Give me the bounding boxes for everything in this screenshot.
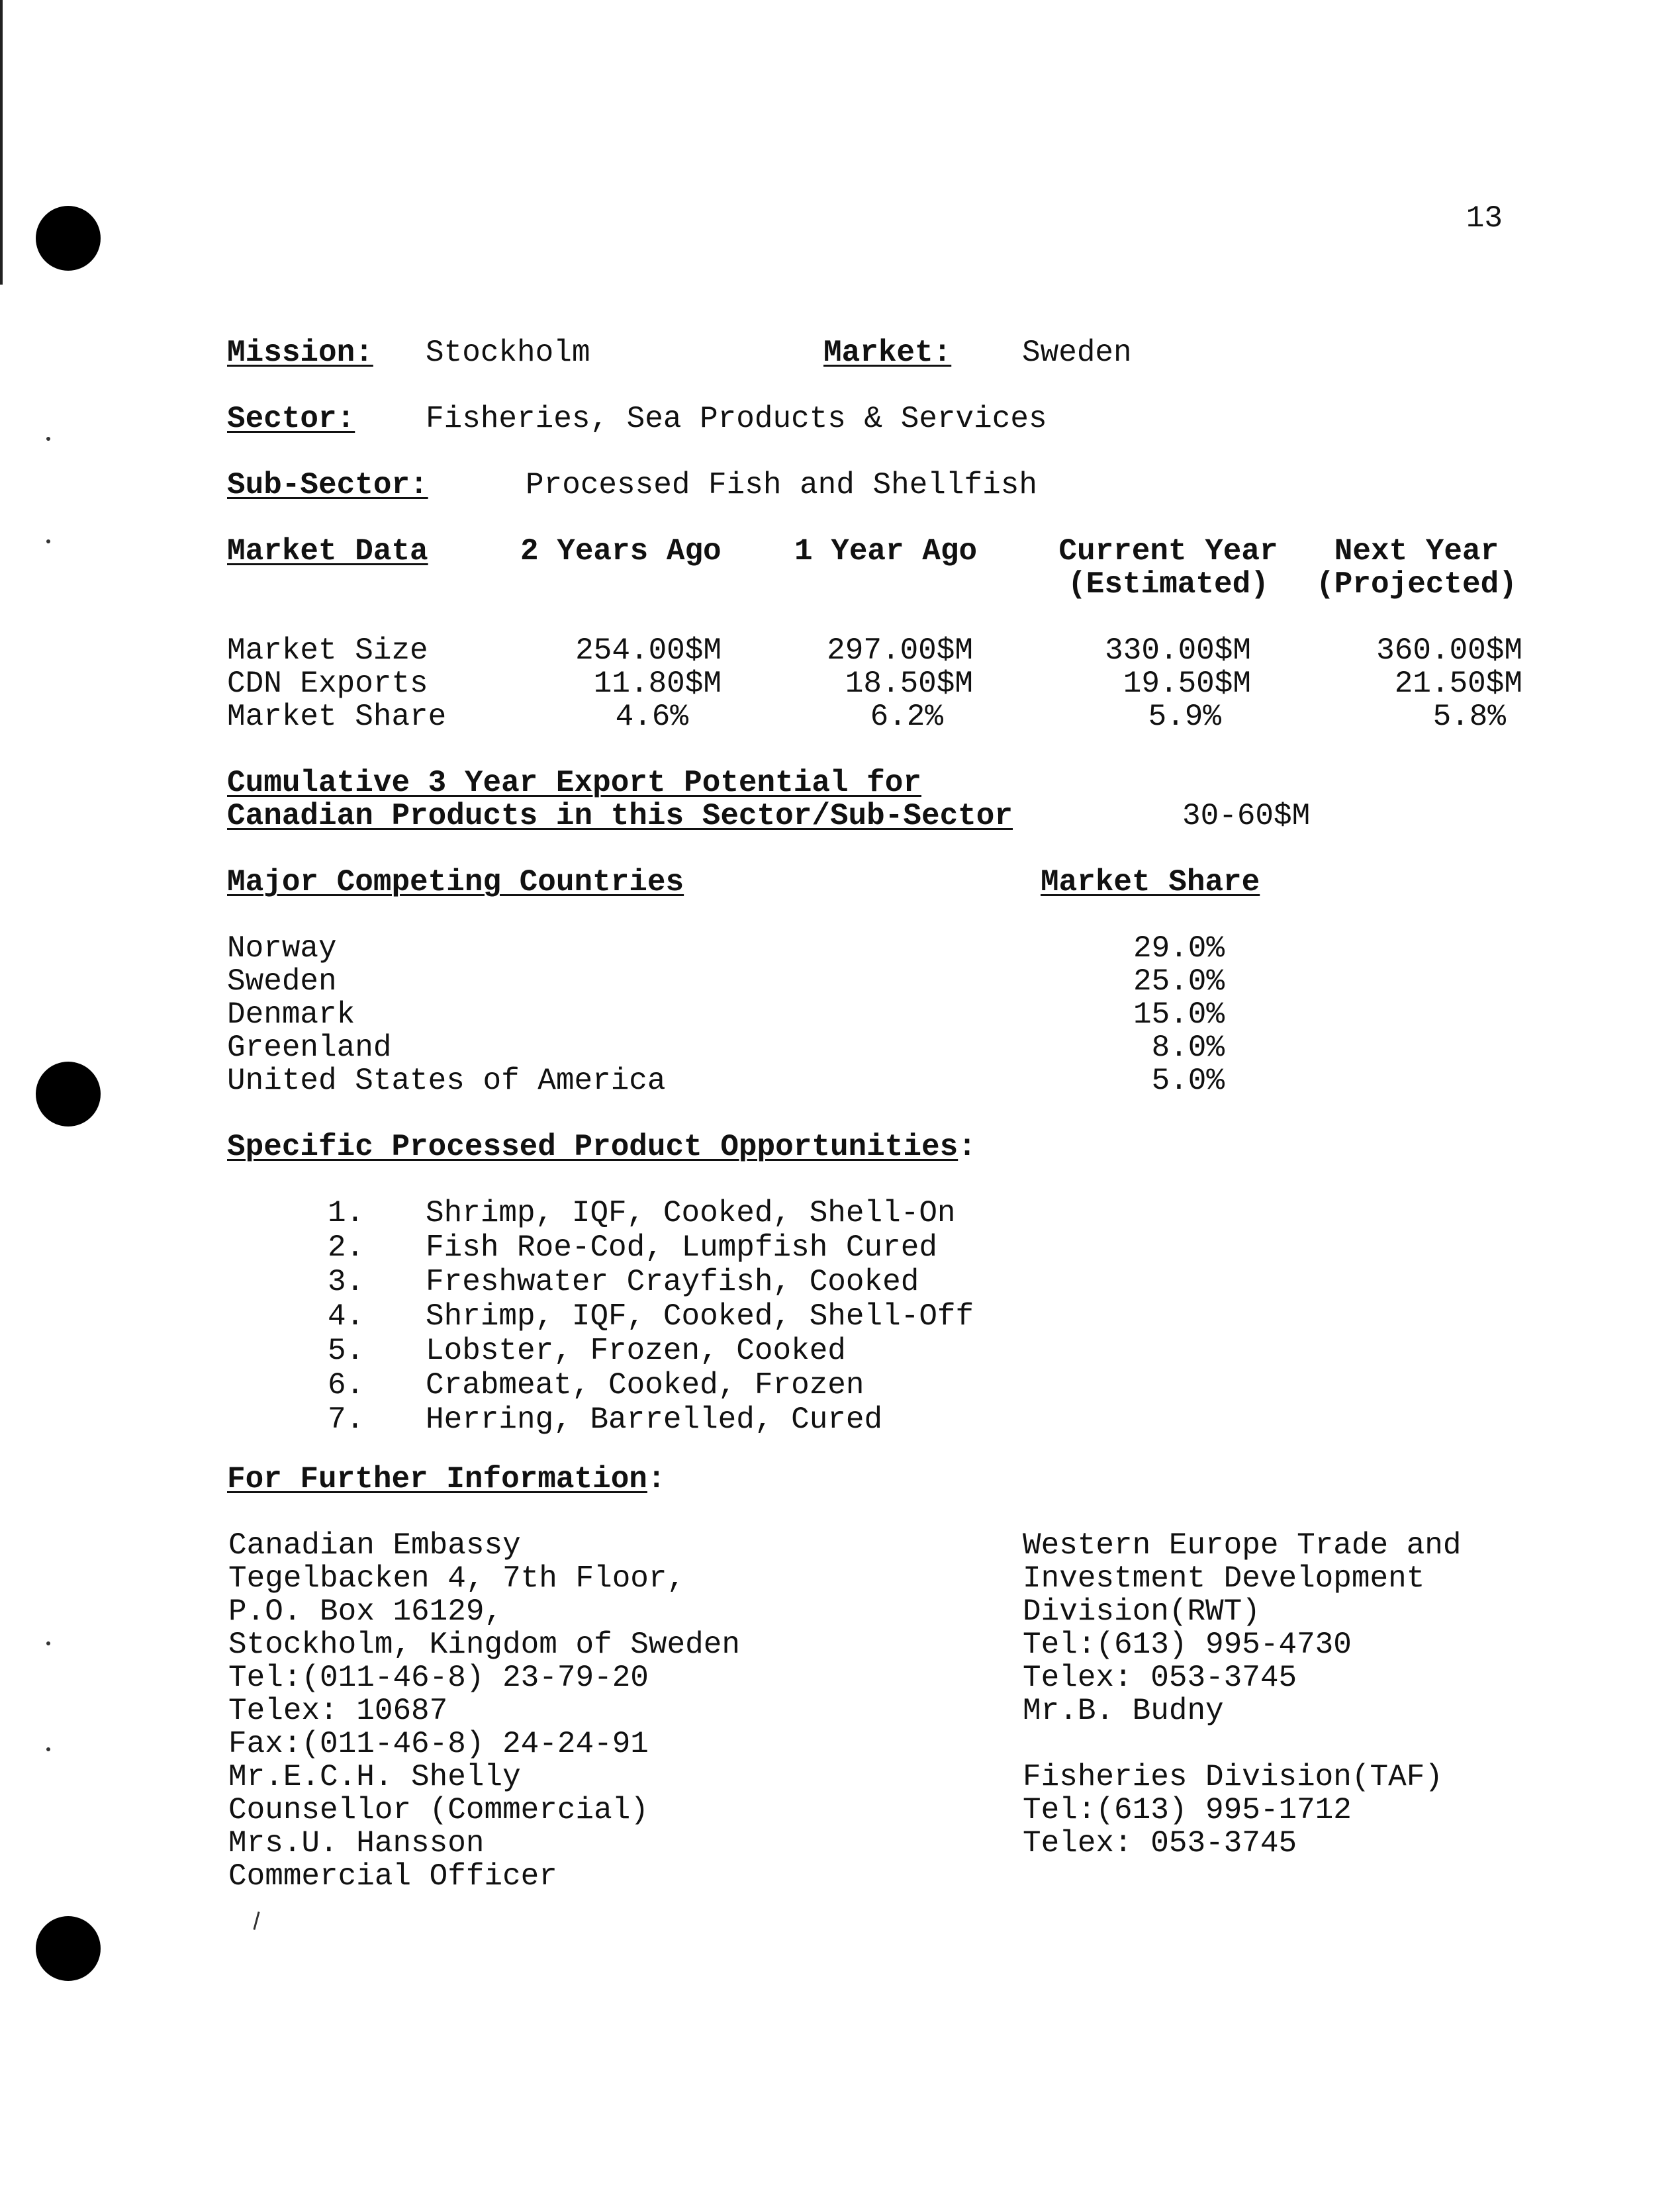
opportunity-number: 4. (328, 1299, 365, 1334)
sector-value: Fisheries, Sea Products & Services (426, 402, 1047, 436)
scan-speck (46, 1747, 50, 1751)
contact-line: Telex: 10687 (228, 1694, 448, 1728)
contact-line: P.O. Box 16129, (228, 1594, 503, 1629)
fisheries-contact-line: Telex: 053-3745 (1023, 1826, 1297, 1861)
ottawa-contact-line: Western Europe Trade and (1023, 1528, 1462, 1563)
col-header-2-years-ago: 2 Years Ago (520, 534, 722, 569)
fisheries-contact-line: Tel:(613) 995-1712 (1023, 1793, 1352, 1827)
pen-mark (253, 1911, 259, 1930)
opportunity-number: 1. (328, 1196, 365, 1230)
row-label-market-size: Market Size (227, 633, 428, 668)
opportunity-text: Fish Roe-Cod, Lumpfish Cured (426, 1230, 937, 1265)
opportunity-number: 5. (328, 1334, 365, 1368)
opportunity-text: Shrimp, IQF, Cooked, Shell-On (426, 1196, 956, 1230)
ottawa-contact-line: Division(RWT) (1023, 1594, 1260, 1629)
opportunity-number: 6. (328, 1368, 365, 1402)
table-cell: 5.9% (1148, 700, 1221, 734)
contact-line: Mrs.U. Hansson (228, 1826, 485, 1861)
sub-sector-value: Processed Fish and Shellfish (526, 468, 1037, 502)
opportunity-text: Freshwater Crayfish, Cooked (426, 1265, 919, 1299)
competitor-country: Sweden (227, 964, 337, 999)
table-cell: 19.50$M (1123, 666, 1251, 701)
table-cell: 4.6% (615, 700, 688, 734)
ottawa-contact-line: Telex: 053-3745 (1023, 1661, 1297, 1695)
opportunity-text: Crabmeat, Cooked, Frozen (426, 1368, 864, 1402)
mission-value: Stockholm (426, 336, 590, 370)
competitor-country: Norway (227, 931, 337, 966)
opportunity-text: Herring, Barrelled, Cured (426, 1402, 883, 1437)
export-potential-heading-line1: Cumulative 3 Year Export Potential for (227, 766, 921, 800)
export-potential-value: 30-60$M (1182, 799, 1311, 833)
table-cell: 297.00$M (827, 633, 973, 668)
opportunity-number: 2. (328, 1230, 365, 1265)
competitor-country: Greenland (227, 1031, 392, 1065)
competitor-country: Denmark (227, 997, 355, 1032)
col-header-1-year-ago: 1 Year Ago (794, 534, 978, 569)
contact-line: Canadian Embassy (228, 1528, 521, 1563)
table-cell: 21.50$M (1394, 666, 1522, 701)
col-header-current-year: Current Year (1058, 534, 1278, 569)
contact-line: Tegelbacken 4, 7th Floor, (228, 1561, 686, 1596)
page-number: 13 (1466, 201, 1503, 236)
table-cell: 254.00$M (575, 633, 722, 668)
contact-line: Counsellor (Commercial) (228, 1793, 649, 1827)
mission-label: Mission: (227, 336, 373, 370)
opportunities-heading (227, 1130, 976, 1164)
competitor-share: 15.0% (1133, 997, 1225, 1032)
table-cell: 360.00$M (1376, 633, 1522, 668)
market-label: Market: (823, 336, 952, 370)
competitor-share: 8.0% (1151, 1031, 1225, 1065)
contact-line: Mr.E.C.H. Shelly (228, 1760, 521, 1794)
punch-hole-top (36, 206, 101, 271)
opportunity-text: Shrimp, IQF, Cooked, Shell-Off (426, 1299, 974, 1334)
opportunities-heading-colon: : (958, 1130, 976, 1164)
competitors-header: Major Competing Countries (227, 865, 684, 899)
scan-speck (46, 1641, 50, 1645)
table-cell: 5.8% (1432, 700, 1506, 734)
competitor-share: 29.0% (1133, 931, 1225, 966)
punch-hole-middle (36, 1062, 101, 1126)
competitor-share: 25.0% (1133, 964, 1225, 999)
opportunities-heading-text: Specific Processed Product Opportunities (227, 1130, 958, 1164)
table-cell: 6.2% (870, 700, 943, 734)
row-label-market-share: Market Share (227, 700, 447, 734)
table-cell: 18.50$M (845, 666, 973, 701)
sub-sector-label: Sub-Sector: (227, 468, 428, 502)
contact-line: Stockholm, Kingdom of Sweden (228, 1628, 740, 1662)
ottawa-contact-line: Investment Development (1023, 1561, 1425, 1596)
table-cell: 11.80$M (593, 666, 722, 701)
competitor-country: United States of America (227, 1064, 666, 1098)
opportunity-text: Lobster, Frozen, Cooked (426, 1334, 846, 1368)
punch-hole-bottom (36, 1916, 101, 1981)
page-left-edge-line (0, 0, 3, 285)
col-header-current-year-sub: (Estimated) (1068, 567, 1269, 602)
market-data-header: Market Data (227, 534, 428, 569)
further-info-heading (227, 1463, 666, 1496)
contact-line: Commercial Officer (228, 1859, 557, 1894)
col-header-next-year: Next Year (1334, 534, 1499, 569)
contact-line: Tel:(011-46-8) 23-79-20 (228, 1661, 649, 1695)
scan-speck (46, 539, 50, 543)
table-cell: 330.00$M (1105, 633, 1251, 668)
export-potential-heading-line2: Canadian Products in this Sector/Sub-Sector (227, 799, 1013, 833)
competitors-share-header: Market Share (1041, 865, 1260, 899)
ottawa-contact-line: Mr.B. Budny (1023, 1694, 1224, 1728)
market-value: Sweden (1022, 336, 1132, 370)
row-label-cdn-exports: CDN Exports (227, 666, 428, 701)
sector-label: Sector: (227, 402, 355, 436)
opportunity-number: 7. (328, 1402, 365, 1437)
further-info-heading-text: For Further Information (227, 1462, 647, 1496)
fisheries-contact-line: Fisheries Division(TAF) (1023, 1760, 1443, 1794)
competitor-share: 5.0% (1151, 1064, 1225, 1098)
further-info-heading-colon: : (647, 1462, 666, 1496)
col-header-next-year-sub: (Projected) (1316, 567, 1517, 602)
opportunity-number: 3. (328, 1265, 365, 1299)
ottawa-contact-line: Tel:(613) 995-4730 (1023, 1628, 1352, 1662)
contact-line: Fax:(011-46-8) 24-24-91 (228, 1727, 649, 1761)
scan-speck (46, 437, 50, 441)
